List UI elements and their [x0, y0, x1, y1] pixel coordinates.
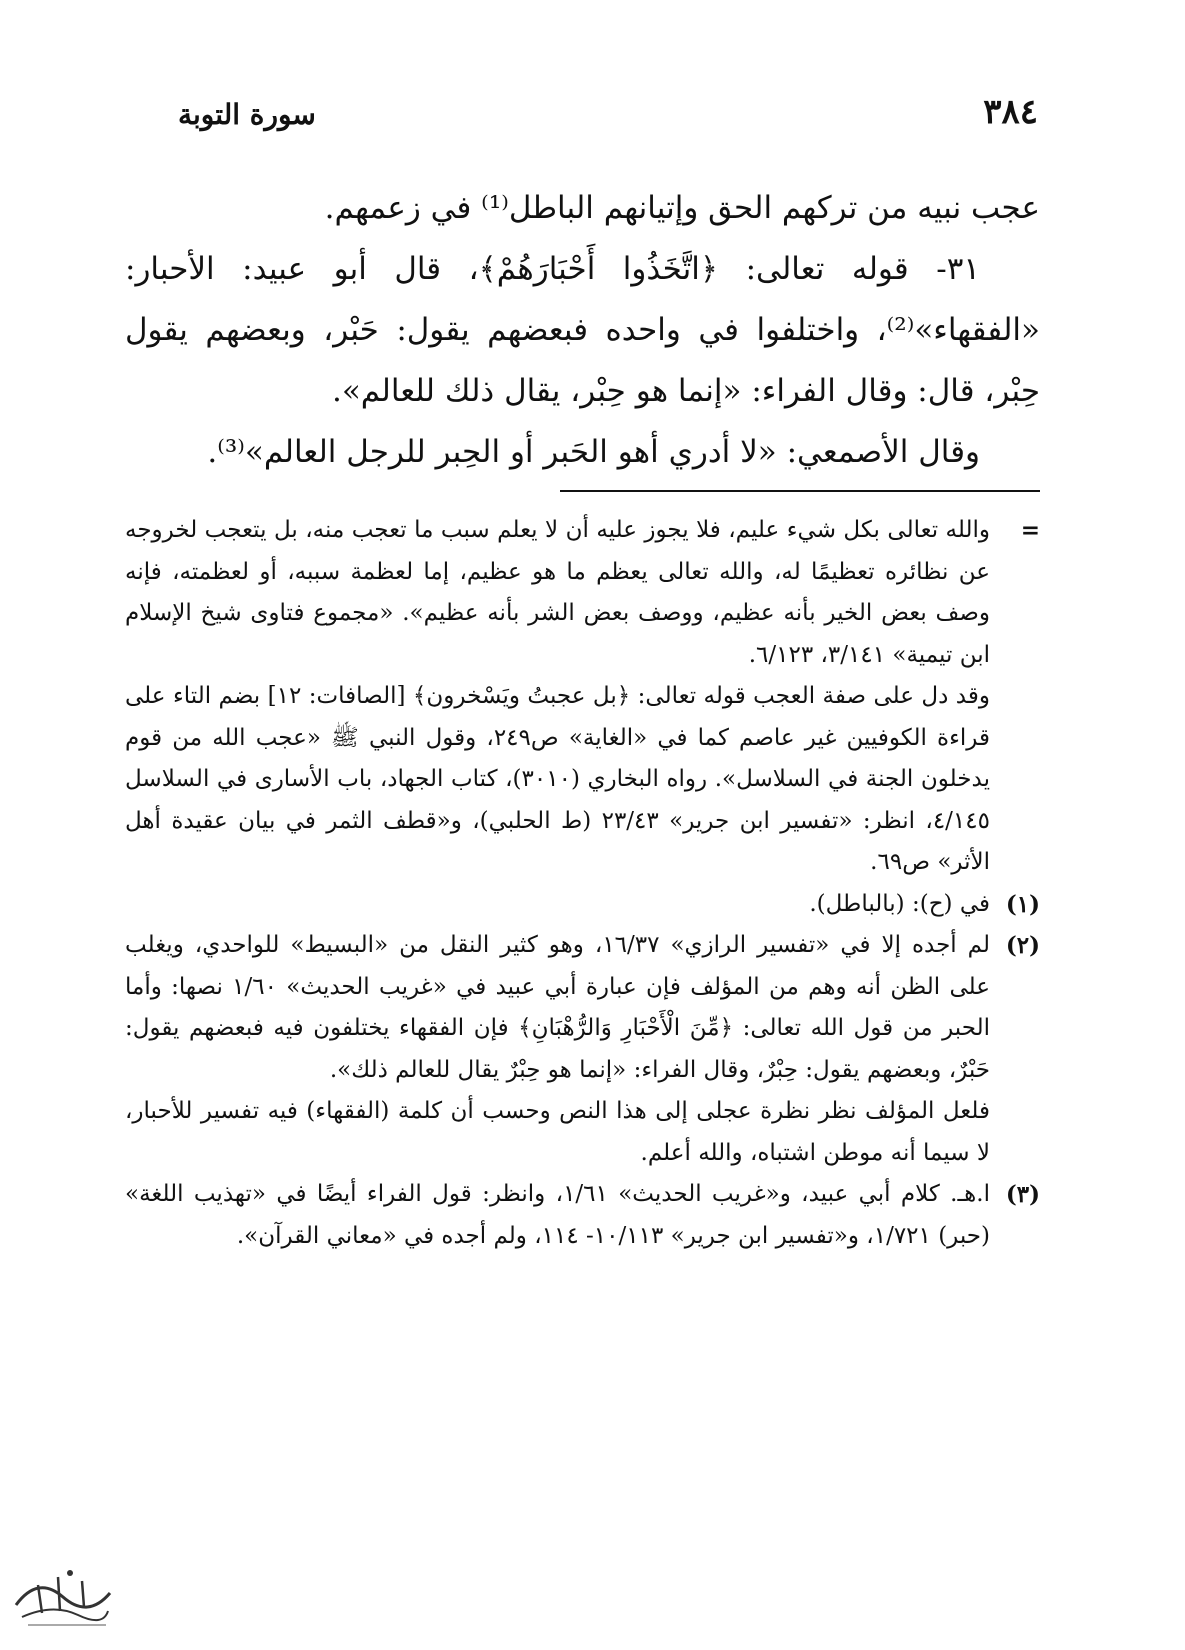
footnote-text: وقد دل على صفة العجب قوله تعالى: ﴿بل عجبتُ ويَسْخرون﴾ [الصافات: ١٢] بضم التاء على قراءة الكوفيين غير عاصم كما في «الغاية» ص٢٤٩، وقول النبي ﷺ «عجب الله من قوم يدخلون الجنة في السلاسل». رواه البخاري (٣٠١٠)، كتاب الجهاد، باب الأسارى في السلاسل ٤/١٤٥، انظر: «تفسير ابن جرير» ٢٣/٤٣ (ط الحلبي)، و«قطف الثمر في بيان عقيدة أهل الأثر» ص٦٩. [125, 683, 990, 875]
page-header [178, 92, 1038, 162]
main-paragraph-3: وقال الأصمعي: «لا أدري أهو الحَبر أو الحِبر للرجل العالم»⁽³⁾. [207, 434, 980, 470]
surah-title: سورة التوبة [178, 98, 316, 131]
publisher-seal-logo [8, 1555, 118, 1635]
footnote-number: (٢) [1005, 932, 1040, 959]
continuation-mark: = [1020, 517, 1040, 544]
footnote-3 [125, 1174, 1040, 1257]
main-paragraph-1: عجب نبيه من تركهم الحق وإتيانهم الباطل⁽¹⁾ في زعمهم. [324, 190, 1040, 226]
footnote-number: (٣) [1005, 1181, 1040, 1208]
footnote-text: في (ح): (بالباطل). [809, 890, 990, 917]
footnote-text: ا.هـ. كلام أبي عبيد، و«غريب الحديث» ١/٦١، وانظر: قول الفراء أيضًا في «تهذيب اللغة» (حبر) ١/٧٢١، و«تفسير ابن جرير» ١٠/١١٣- ١١٤، ولم أجده في «معاني القرآن». [125, 1181, 991, 1249]
footnote-separator [560, 490, 1040, 492]
footnote-2 [125, 925, 1040, 1174]
footnote-text: لم أجده إلا في «تفسير الرازي» ١٦/٣٧، وهو كثير النقل من «البسيط» للواحدي، ويغلب على الظن أنه وهم من المؤلف فإن عبارة أبي عبيد في «غريب الحديث» ١/٦٠ نصها: وأما الحبر من قول الله تعالى: ﴿مِّنَ الْأَحْبَارِ وَالرُّهْبَانِ﴾ فإن الفقهاء يختلفون فيه فبعضهم يقول: حَبْرٌ، وبعضهم يقول: حِبْرٌ، وقال الفراء: «إنما هو حِبْرٌ يقال للعالم ذلك». [125, 932, 990, 1083]
footnote-text: والله تعالى بكل شيء عليم، فلا يجوز عليه أن لا يعلم سبب ما تعجب منه، بل يتعجب لخروجه عن نظائره تعظيمًا له، والله تعالى يعظم ما هو عظيم، إما لعظمة سببه، أو لعظمته، فإنه وصف بعض الخير بأنه عظيم، ووصف بعض الشر بأنه عظيم». «مجموع فتاوى شيخ الإسلام ابن تيمية» ٣/١٤١، ٦/١٢٣. [125, 517, 990, 668]
footnote-text: فلعل المؤلف نظر نظرة عجلى إلى هذا النص وحسب أن كلمة (الفقهاء) فيه تفسير للأحبار، لا سيما أنه موطن اشتباه، والله أعلم. [125, 1098, 990, 1166]
footnotes [125, 510, 1040, 1257]
main-text [125, 178, 1040, 483]
footnote-continuation [125, 510, 1040, 884]
main-paragraph-2: ٣١- قوله تعالى: ﴿اتَّخَذُوا أَحْبَارَهُمْ﴾، قال أبو عبيد: الأحبار: «الفقهاء»⁽²⁾، واختلفوا في واحده فبعضهم يقول: حَبْر، وبعضهم يقول حِبْر، قال: وقال الفراء: «إنما هو حِبْر، يقال ذلك للعالم». [125, 251, 1040, 409]
footnote-1 [125, 884, 1040, 926]
page-number: ٣٨٤ [983, 92, 1038, 132]
footnote-number: (١) [1005, 890, 1040, 918]
